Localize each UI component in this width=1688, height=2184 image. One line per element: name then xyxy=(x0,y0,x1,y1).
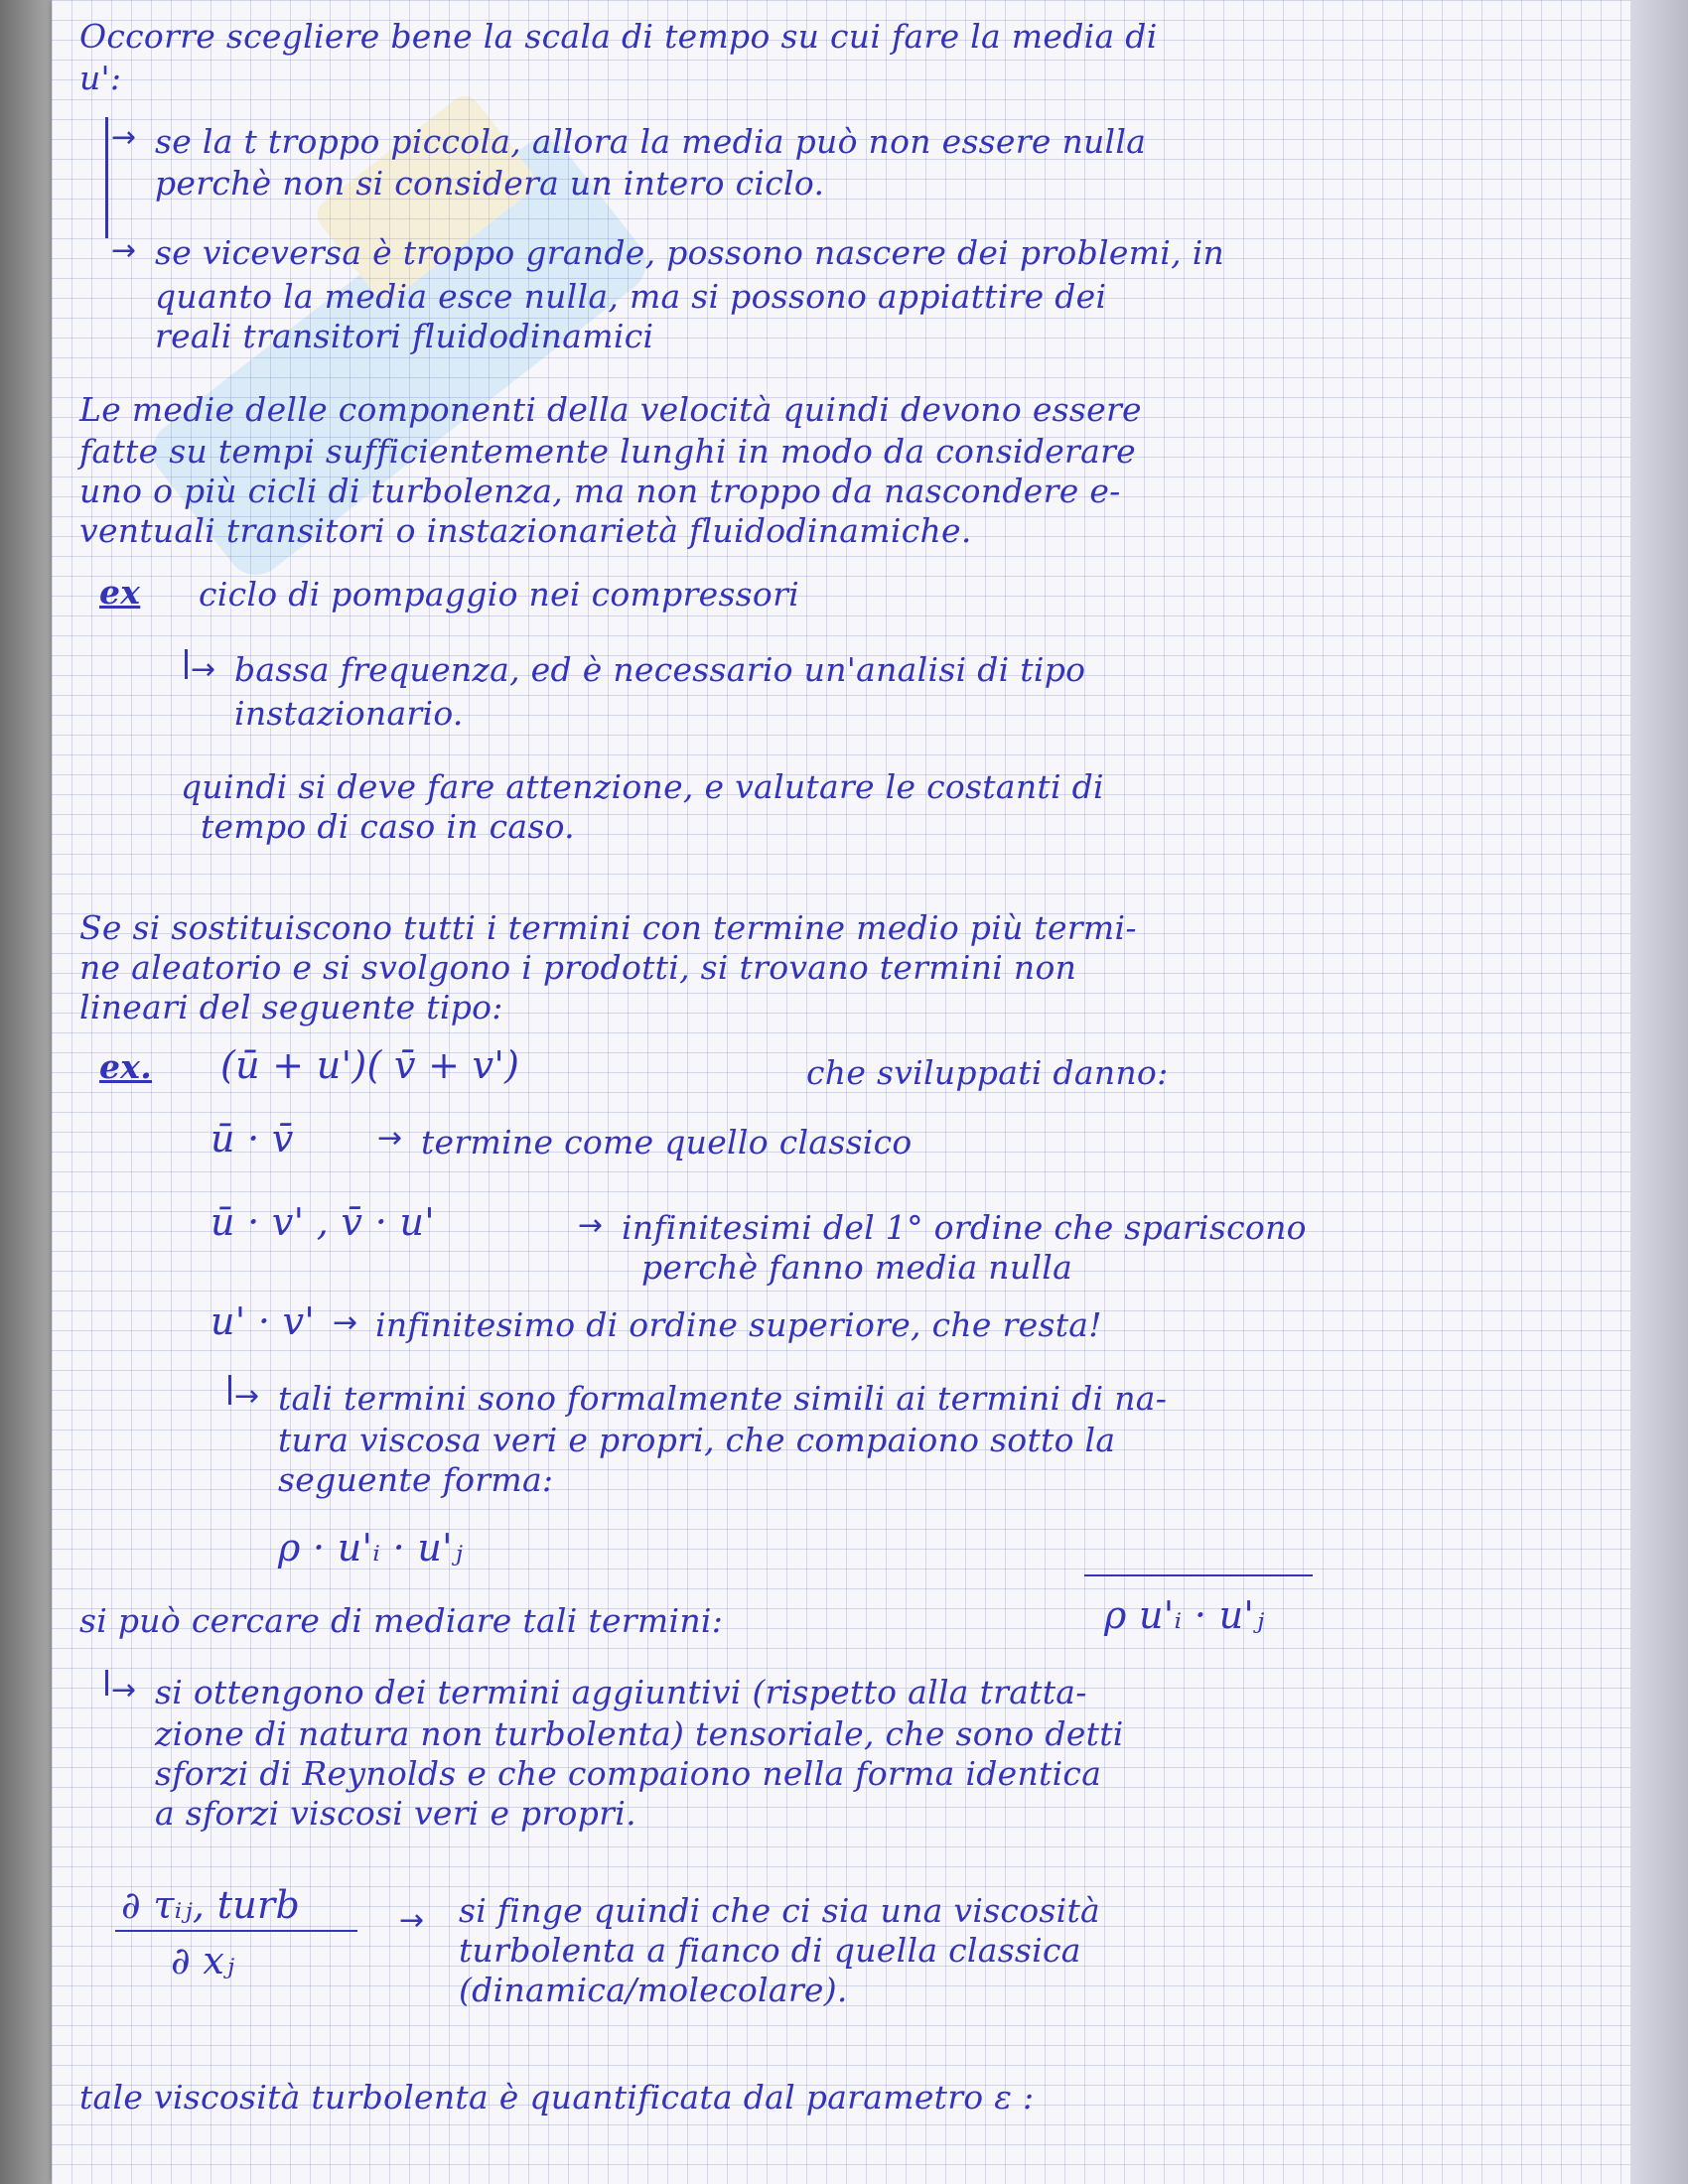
math-expression: u' · v' xyxy=(211,1299,316,1343)
arrow-icon: → xyxy=(111,233,137,268)
text-line: perchè non si considera un intero ciclo. xyxy=(155,164,825,203)
text-line: turbolenta a fianco di quella classica xyxy=(459,1931,1081,1970)
arrow-icon: → xyxy=(377,1121,403,1156)
arrow-icon: → xyxy=(111,1673,137,1707)
text-line: Se si sostituiscono tutti i termini con termine medio più termi- xyxy=(79,908,1137,947)
bracket-line xyxy=(185,649,188,679)
math-expression: (ū + u')( v̄ + v') xyxy=(220,1043,520,1087)
text-line: a sforzi viscosi veri e propri. xyxy=(155,1794,636,1833)
scan-left-edge xyxy=(0,0,52,2184)
fraction-bar xyxy=(115,1930,357,1932)
text-line: instazionario. xyxy=(234,694,464,733)
text-line: Le medie delle componenti della velocità quindi devono essere xyxy=(79,390,1142,429)
text-line: uno o più cicli di turbolenza, ma non troppo da nascondere e- xyxy=(79,472,1121,510)
text-line: si finge quindi che ci sia una viscosità xyxy=(459,1891,1101,1930)
text-line: u': xyxy=(79,59,122,97)
scan-right-edge xyxy=(1630,0,1688,2184)
text-line: infinitesimo di ordine superiore, che resta! xyxy=(375,1305,1102,1344)
text-line: bassa frequenza, ed è necessario un'analisi di tipo xyxy=(234,650,1086,689)
text-line: ventuali transitori o instazionarietà fluidodinamiche. xyxy=(79,511,972,550)
notebook-page xyxy=(52,0,1630,2184)
math-expression: ρ · u'ᵢ · u'ⱼ xyxy=(278,1526,464,1570)
text-line: lineari del seguente tipo: xyxy=(79,988,503,1026)
arrow-icon: → xyxy=(111,120,137,155)
arrow-icon: → xyxy=(191,652,216,687)
overbar-line xyxy=(1084,1574,1313,1576)
math-expression: ū · v' , v̄ · u' xyxy=(211,1200,435,1244)
text-line: tale viscosità turbolenta è quantificata dal parametro ε : xyxy=(79,2078,1035,2116)
text-line: perchè fanno media nulla xyxy=(641,1248,1073,1287)
math-expression: ū · v̄ xyxy=(211,1117,294,1160)
text-line: si può cercare di mediare tali termini: xyxy=(79,1601,724,1640)
arrow-icon: → xyxy=(578,1208,604,1243)
text-line: quindi si deve fare attenzione, e valutare le costanti di xyxy=(181,767,1104,806)
text-line: sforzi di Reynolds e che compaiono nella forma identica xyxy=(155,1754,1102,1793)
arrow-icon: → xyxy=(333,1305,358,1340)
text-line: termine come quello classico xyxy=(421,1123,913,1161)
example-label: ex. xyxy=(99,1047,153,1086)
example-label: ex xyxy=(99,573,141,612)
text-line: tali termini sono formalmente simili ai termini di na- xyxy=(278,1379,1168,1418)
text-line: ne aleatorio e si svolgono i prodotti, si trovano termini non xyxy=(79,948,1077,987)
bracket-line xyxy=(105,1670,108,1696)
text-line: quanto la media esce nulla, ma si possono appiattire dei xyxy=(155,277,1107,316)
text-line: tempo di caso in caso. xyxy=(201,807,575,846)
arrow-icon: → xyxy=(234,1379,260,1414)
bracket-line xyxy=(105,117,108,238)
text-line: infinitesimi del 1° ordine che spariscono xyxy=(622,1208,1307,1247)
text-line: se la t troppo piccola, allora la media può non essere nulla xyxy=(155,122,1147,161)
math-denominator: ∂ xⱼ xyxy=(171,1939,235,1982)
text-line: (dinamica/molecolare). xyxy=(459,1971,848,2009)
text-line: tura viscosa veri e propri, che compaiono sotto la xyxy=(278,1421,1116,1459)
text-line: zione di natura non turbolenta) tensoriale, che sono detti xyxy=(155,1714,1124,1753)
text-line: reali transitori fluidodinamici xyxy=(155,317,654,355)
text-line: fatte su tempi sufficientemente lunghi in modo da considerare xyxy=(79,432,1137,471)
text-line: seguente forma: xyxy=(278,1460,554,1499)
bracket-line xyxy=(228,1375,231,1405)
text-line: si ottengono dei termini aggiuntivi (rispetto alla tratta- xyxy=(155,1673,1087,1711)
text-line: che sviluppati danno: xyxy=(806,1053,1169,1092)
arrow-icon: → xyxy=(399,1903,425,1938)
text-line: ciclo di pompaggio nei compressori xyxy=(199,575,800,614)
text-line: se viceversa è troppo grande, possono nascere dei problemi, in xyxy=(155,233,1225,272)
math-numerator: ∂ τᵢⱼ, turb xyxy=(121,1883,301,1927)
math-expression: ρ u'ᵢ · u'ⱼ xyxy=(1104,1593,1265,1637)
text-line: Occorre scegliere bene la scala di tempo su cui fare la media di xyxy=(79,17,1158,56)
